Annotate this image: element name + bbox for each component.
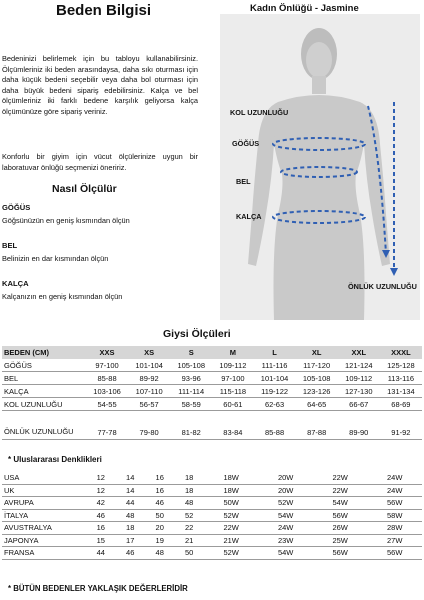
intl-cell: 50 — [145, 509, 174, 522]
intl-cell: 18 — [174, 472, 203, 484]
size-header-cell: XS — [144, 348, 155, 357]
size-header-cell: XXXL — [391, 348, 411, 357]
size-cell: 58-59 — [170, 398, 212, 411]
intl-cell: 20 — [145, 522, 174, 535]
intl-cell: 20W — [258, 472, 313, 484]
size-cell: 81-82 — [170, 411, 212, 440]
intl-cell: 24W — [367, 472, 422, 484]
intl-cell: 58W — [367, 509, 422, 522]
waist-label: BEL — [236, 177, 251, 186]
size-cell: 131-134 — [380, 385, 422, 398]
size-cell: 79-80 — [128, 411, 170, 440]
intl-cell: 44 — [115, 497, 144, 510]
size-cell: 101-104 — [254, 372, 296, 385]
size-cell: 109-112 — [212, 359, 253, 372]
size-cell: 85-88 — [254, 411, 296, 440]
how-to-measure-title: Nasıl Ölçülür — [52, 183, 117, 195]
intl-cell: 50 — [174, 547, 203, 560]
size-row — [2, 359, 422, 372]
size-cell: 103-106 — [86, 385, 128, 398]
size-header-cell: XL — [311, 348, 322, 357]
page-title: Beden Bilgisi — [56, 2, 152, 19]
size-cell: 105-108 — [170, 359, 212, 372]
intl-cell: 50W — [204, 497, 259, 510]
intl-cell: 18 — [174, 484, 203, 497]
chest-label: GÖĞÜS — [232, 139, 260, 148]
size-cell: 107-110 — [128, 385, 170, 398]
intl-cell: USA — [2, 472, 86, 484]
approximate-values-note: * BÜTÜN BEDENLER YAKLAŞIK DEĞERLERİDİR — [8, 584, 188, 593]
intl-row — [2, 484, 422, 497]
size-cell: 115-118 — [212, 385, 253, 398]
intl-cell: JAPONYA — [2, 534, 86, 547]
size-header-row — [2, 346, 422, 359]
intl-cell: 14 — [115, 472, 144, 484]
intl-cell: 52W — [204, 509, 259, 522]
body-measurement-figure — [218, 14, 422, 320]
size-header-cell: L — [272, 348, 277, 357]
size-cell: 68-69 — [380, 398, 422, 411]
intl-cell: 22W — [313, 472, 368, 484]
intl-cell: 22W — [204, 522, 259, 535]
size-cell: 77-78 — [86, 411, 128, 440]
intl-cell: 18W — [204, 472, 259, 484]
size-cell: 97-100 — [212, 372, 253, 385]
size-cell: 62-63 — [254, 398, 296, 411]
size-cell: 109-112 — [338, 372, 380, 385]
intl-cell: 12 — [86, 472, 115, 484]
size-cell: BEL — [2, 372, 86, 385]
intl-cell: 22 — [174, 522, 203, 535]
intl-row — [2, 522, 422, 535]
intl-cell: 24W — [367, 484, 422, 497]
intl-row — [2, 497, 422, 510]
size-header-cell: BEDEN (CM) — [4, 348, 49, 357]
arm-length-label: KOL UZUNLUĞU — [230, 108, 289, 117]
intl-cell: UK — [2, 484, 86, 497]
intl-cell: 12 — [86, 484, 115, 497]
size-cell: 119-122 — [254, 385, 296, 398]
international-equivalents-table — [2, 472, 422, 560]
size-cell: 121-124 — [338, 359, 380, 372]
intl-cell: 56W — [367, 497, 422, 510]
intl-cell: 24W — [258, 522, 313, 535]
size-cell: 93-96 — [170, 372, 212, 385]
comfort-paragraph: Konforlu bir giyim için vücut ölçülerinize uygun bir laboratuvar önlüğü seçmenizi öneririz. — [2, 152, 198, 172]
size-info-paragraph: Bedeninizi belirlemek için bu tabloyu kullanabilirsiniz. Ölçümleriniz iki beden arasındaysa, daha sıkı oturması için daha küçük bedeni seçebilir veya daha bol oturması için daha büyük bedeni sipariş edebilirsiniz. Kalça ve bel ölçümleriniz iki farklı bedene karşılık geliyorsa kalça ölçümünüze göre sipariş veriniz. — [2, 54, 198, 116]
intl-cell: 56W — [367, 547, 422, 560]
intl-cell: 19 — [145, 534, 174, 547]
size-cell: 111-116 — [254, 359, 296, 372]
intl-row — [2, 472, 422, 484]
intl-cell: İTALYA — [2, 509, 86, 522]
size-cell: KALÇA — [2, 385, 86, 398]
size-chart-table — [2, 346, 422, 440]
intl-cell: 17 — [115, 534, 144, 547]
intl-cell: 48 — [115, 509, 144, 522]
intl-cell: 28W — [367, 522, 422, 535]
intl-cell: 56W — [313, 509, 368, 522]
intl-cell: 52W — [258, 497, 313, 510]
intl-cell: 46 — [145, 497, 174, 510]
size-row — [2, 398, 422, 411]
size-cell: 89-92 — [128, 372, 170, 385]
size-header-cell: XXL — [351, 348, 367, 357]
intl-cell: 18W — [204, 484, 259, 497]
measure-hip-text: Kalçanızın en geniş kısmından ölçün — [2, 292, 123, 301]
size-cell: ÖNLÜK UZUNLUĞU — [2, 411, 86, 440]
size-header-cell: S — [188, 348, 194, 357]
intl-row — [2, 534, 422, 547]
size-cell: 101-104 — [128, 359, 170, 372]
intl-cell: 27W — [367, 534, 422, 547]
intl-cell: 21 — [174, 534, 203, 547]
intl-cell: 23W — [258, 534, 313, 547]
size-cell: 85-88 — [86, 372, 128, 385]
intl-cell: AVUSTRALYA — [2, 522, 86, 535]
size-header-cell: XXS — [99, 348, 115, 357]
intl-row — [2, 509, 422, 522]
intl-cell: 48 — [174, 497, 203, 510]
size-cell: 105-108 — [296, 372, 338, 385]
hip-label: KALÇA — [236, 212, 262, 221]
intl-cell: 26W — [313, 522, 368, 535]
size-cell: 91-92 — [380, 411, 422, 440]
size-cell: 125-128 — [380, 359, 422, 372]
coat-length-label: ÖNLÜK UZUNLUĞU — [348, 282, 417, 291]
size-cell: 87-88 — [296, 411, 338, 440]
size-header-cell: M — [229, 348, 237, 357]
intl-cell: 22W — [313, 484, 368, 497]
body-silhouette-icon — [218, 14, 422, 320]
intl-cell: 16 — [145, 484, 174, 497]
size-cell: 56-57 — [128, 398, 170, 411]
size-cell: 97-100 — [86, 359, 128, 372]
size-cell: 64-65 — [296, 398, 338, 411]
intl-cell: FRANSA — [2, 547, 86, 560]
size-cell: 113-116 — [380, 372, 422, 385]
size-cell: GÖĞÜS — [2, 359, 86, 372]
size-cell: 123-126 — [296, 385, 338, 398]
size-row — [2, 372, 422, 385]
measure-waist-text: Belinizin en dar kısmından ölçün — [2, 254, 109, 263]
intl-cell: 54W — [258, 547, 313, 560]
intl-cell: 46 — [115, 547, 144, 560]
intl-cell: 21W — [204, 534, 259, 547]
intl-row — [2, 547, 422, 560]
size-cell: 127-130 — [338, 385, 380, 398]
intl-cell: 44 — [86, 547, 115, 560]
intl-cell: 16 — [145, 472, 174, 484]
intl-cell: 25W — [313, 534, 368, 547]
size-cell: 60-61 — [212, 398, 253, 411]
intl-cell: 56W — [313, 547, 368, 560]
size-row — [2, 385, 422, 398]
intl-cell: 16 — [86, 522, 115, 535]
intl-cell: 42 — [86, 497, 115, 510]
product-title: Kadın Önlüğü - Jasmine — [250, 3, 359, 14]
size-cell: 66-67 — [338, 398, 380, 411]
intl-cell: 20W — [258, 484, 313, 497]
measure-chest-heading: GÖĞÜS — [2, 203, 31, 212]
intl-cell: 54W — [313, 497, 368, 510]
intl-cell: 18 — [115, 522, 144, 535]
intl-cell: 52W — [204, 547, 259, 560]
intl-cell: 14 — [115, 484, 144, 497]
size-cell: 83-84 — [212, 411, 253, 440]
size-cell: KOL UZUNLUĞU — [2, 398, 86, 411]
size-row — [2, 411, 422, 440]
size-cell: 54-55 — [86, 398, 128, 411]
intl-cell: AVRUPA — [2, 497, 86, 510]
measure-waist-heading: BEL — [2, 241, 18, 250]
size-chart-title: Giysi Ölçüleri — [163, 328, 231, 340]
intl-cell: 54W — [258, 509, 313, 522]
size-cell: 117-120 — [296, 359, 338, 372]
intl-cell: 48 — [145, 547, 174, 560]
intl-cell: 52 — [174, 509, 203, 522]
international-equivalents-title: * Uluslararası Denklikleri — [8, 455, 102, 464]
intl-cell: 15 — [86, 534, 115, 547]
measure-chest-text: Göğsünüzün en geniş kısmından ölçün — [2, 216, 130, 225]
size-cell: 89-90 — [338, 411, 380, 440]
size-cell: 111-114 — [170, 385, 212, 398]
intl-cell: 46 — [86, 509, 115, 522]
measure-hip-heading: KALÇA — [2, 279, 29, 288]
